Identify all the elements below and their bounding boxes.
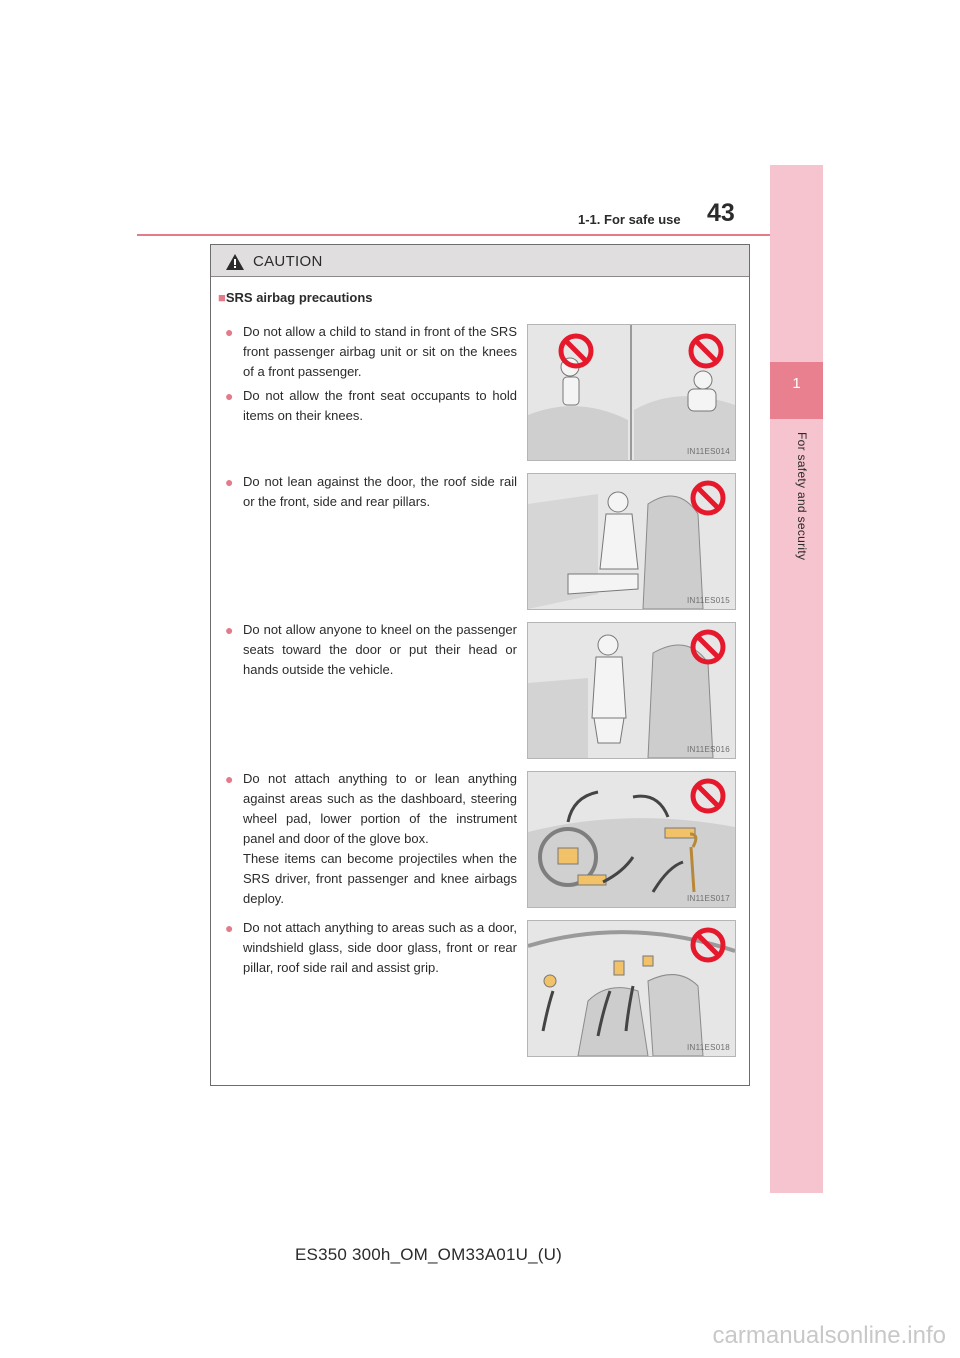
chapter-number: 1 bbox=[792, 375, 801, 392]
caution-header bbox=[211, 245, 749, 277]
caution-title: CAUTION bbox=[253, 253, 323, 270]
caution-item-text: Do not attach anything to areas such as a door, windshield glass, side door glass, front or rear pillar, roof side rail and assist grip. bbox=[243, 920, 517, 975]
illustration-dashboard bbox=[527, 771, 736, 908]
page-number: 43 bbox=[707, 199, 735, 227]
illustration-code: IN11ES015 bbox=[686, 596, 730, 605]
bullet: ● bbox=[225, 622, 234, 638]
illustration-code: IN11ES014 bbox=[686, 447, 730, 456]
caution-item bbox=[225, 620, 517, 680]
prohibition-icon bbox=[690, 778, 726, 814]
caution-item bbox=[225, 769, 517, 909]
bullet: ● bbox=[225, 771, 234, 787]
prohibition-icon bbox=[690, 480, 726, 516]
prohibition-icon bbox=[690, 927, 726, 963]
prohibition-icon bbox=[688, 333, 724, 369]
caution-item bbox=[225, 918, 517, 978]
illustration-code: IN11ES017 bbox=[686, 894, 730, 903]
header-rule bbox=[137, 234, 770, 236]
caution-item-text: Do not allow anyone to kneel on the passenger seats toward the door or put their head or hands outside the vehicle. bbox=[243, 622, 517, 677]
caution-box bbox=[210, 244, 750, 1086]
bullet: ● bbox=[225, 920, 234, 936]
illustration-child-passenger bbox=[527, 324, 736, 461]
prohibition-icon bbox=[690, 629, 726, 665]
section-title: 1-1. For safe use bbox=[578, 212, 681, 227]
bullet: ● bbox=[225, 474, 234, 490]
caution-item-text: Do not attach anything to or lean anything against areas such as the dashboard, steering wheel pad, lower portion of the instrument panel and door of the glove box. bbox=[243, 771, 517, 846]
caution-item bbox=[225, 322, 517, 382]
model-code: ES350 300h_OM_OM33A01U_(U) bbox=[295, 1245, 562, 1264]
chapter-label: For safety and security bbox=[795, 432, 809, 561]
subhead-text: SRS airbag precautions bbox=[225, 290, 373, 305]
watermark: carmanualsonline.info bbox=[712, 1322, 946, 1349]
caution-item bbox=[225, 386, 517, 426]
caution-item-text: Do not allow the front seat occupants to hold items on their knees. bbox=[243, 388, 517, 423]
caution-item-extra: These items can become projectiles when the SRS driver, front passenger and knee airbags deploy. bbox=[243, 851, 517, 906]
bullet: ● bbox=[225, 388, 234, 404]
illustration-code: IN11ES016 bbox=[686, 745, 730, 754]
subhead bbox=[218, 290, 373, 305]
caution-item bbox=[225, 472, 517, 512]
subhead-mark: ■ bbox=[218, 290, 226, 305]
caution-item-text: Do not lean against the door, the roof side rail or the front, side and rear pillars. bbox=[243, 474, 517, 509]
illustration-leaning-door bbox=[527, 473, 736, 610]
prohibition-icon bbox=[558, 333, 594, 369]
illustration-interior bbox=[527, 920, 736, 1057]
warning-triangle-icon bbox=[226, 254, 244, 270]
illustration-code: IN11ES018 bbox=[686, 1043, 730, 1052]
illustration-kneeling-seat bbox=[527, 622, 736, 759]
bullet: ● bbox=[225, 324, 234, 340]
caution-item-text: Do not allow a child to stand in front of the SRS front passenger airbag unit or sit on the knees of a front passenger. bbox=[243, 324, 517, 379]
chapter-side-tab bbox=[770, 165, 823, 1193]
